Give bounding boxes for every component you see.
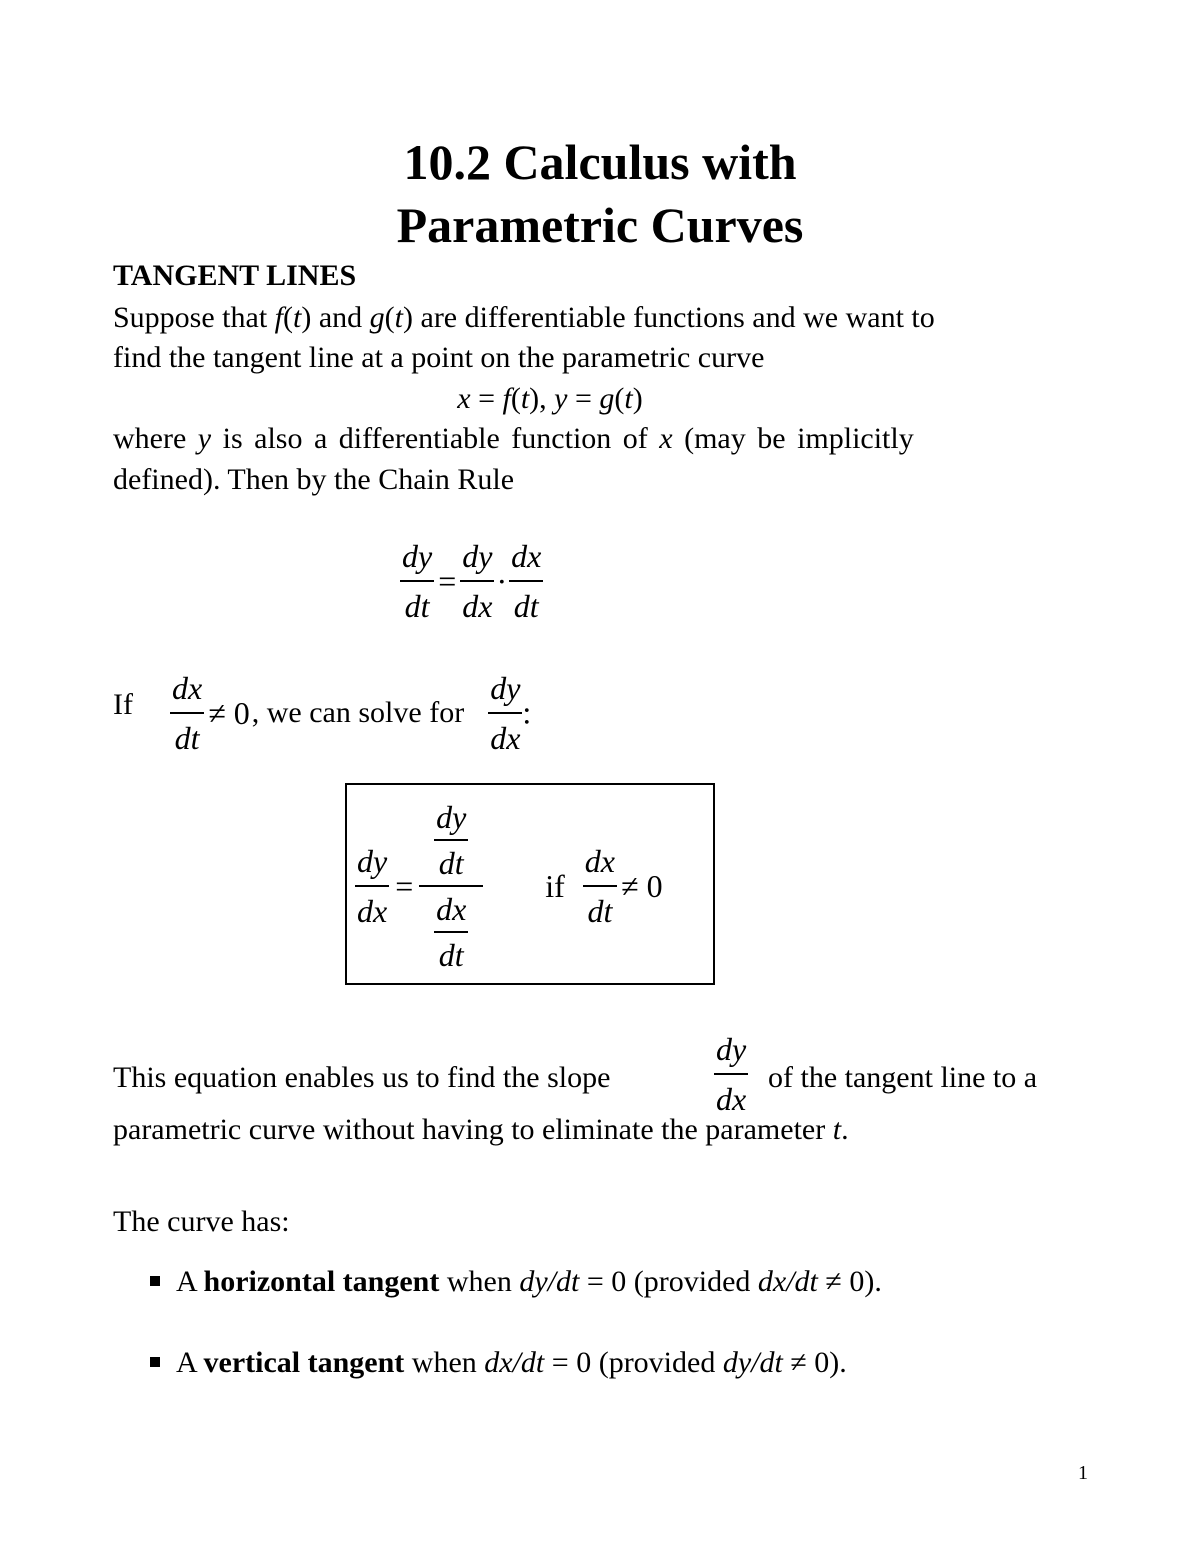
bullet-vertical-tangent: A vertical tangent when dx/dt = 0 (provided dy/dt ≠ 0). [150,1348,847,1378]
para2-line2: defined). Then by the Chain Rule [113,463,515,496]
fraction: $\frac{dx}{dt}$ [436,891,467,973]
if-label: If [113,688,133,721]
title-line-2: Parametric Curves [396,197,804,253]
bullet-icon [150,1357,160,1367]
para2-line1: where y is also a differentiable function of x (may be implicitly [113,422,914,455]
compound-fraction [419,801,483,971]
fraction: $\frac{dy}{dx}$ [462,538,493,624]
page-number: 1 [1078,1462,1088,1484]
para3-line1-b: of the tangent line to a [768,1061,1038,1094]
bullet-icon [150,1276,160,1286]
para3-line2: parametric curve without having to eliminate the parameter t. [113,1113,849,1146]
fraction: $\frac{dy}{dx}$ [716,1031,747,1117]
fraction: $\frac{dy}{dt}$ [436,799,467,881]
parametric-equation: x = f(t), y = g(t) [457,382,643,415]
title-line-1: 10.2 Calculus with [403,134,797,190]
section-heading: TANGENT LINES [113,259,357,292]
boxed-formula-content: $\frac{dy}{dx}$ = $\frac{\frac{dy}{dt}}{\frac{dx}{dt}}$ if $\frac{dx}{dt}$ ≠ 0 [357,799,663,973]
fraction: $\frac{dy}{dx}$ [357,843,388,929]
fraction: $\frac{dx}{dt}$ [584,843,615,929]
fraction: $\frac{dy}{dt}$ [402,538,433,624]
para3-line1-a: This equation enables us to find the slope [113,1061,611,1094]
fraction: $\frac{dy}{dx}$ [490,670,521,756]
fraction: $\frac{dx}{dt}$ [172,670,203,756]
chain-rule-equation: $\frac{dy}{dt}$ = $\frac{dy}{dx}$ · $\frac{dx}{dt}$ [402,538,542,624]
curve-has-label: The curve has: [113,1205,290,1238]
bullet-horizontal-tangent: A horizontal tangent when dy/dt = 0 (provided dx/dt ≠ 0). [150,1267,882,1297]
para1-line2: find the tangent line at a point on the parametric curve [113,341,765,374]
fraction: $\frac{dx}{dt}$ [511,538,542,624]
slope-fraction [714,1033,748,1115]
para1-line1: Suppose that f(t) and g(t) are differentiable functions and we want to [113,301,935,334]
if-condition: $\frac{dx}{dt}$ ≠ 0, we can solve for $\frac{dy}{dx}$ : [172,670,532,756]
